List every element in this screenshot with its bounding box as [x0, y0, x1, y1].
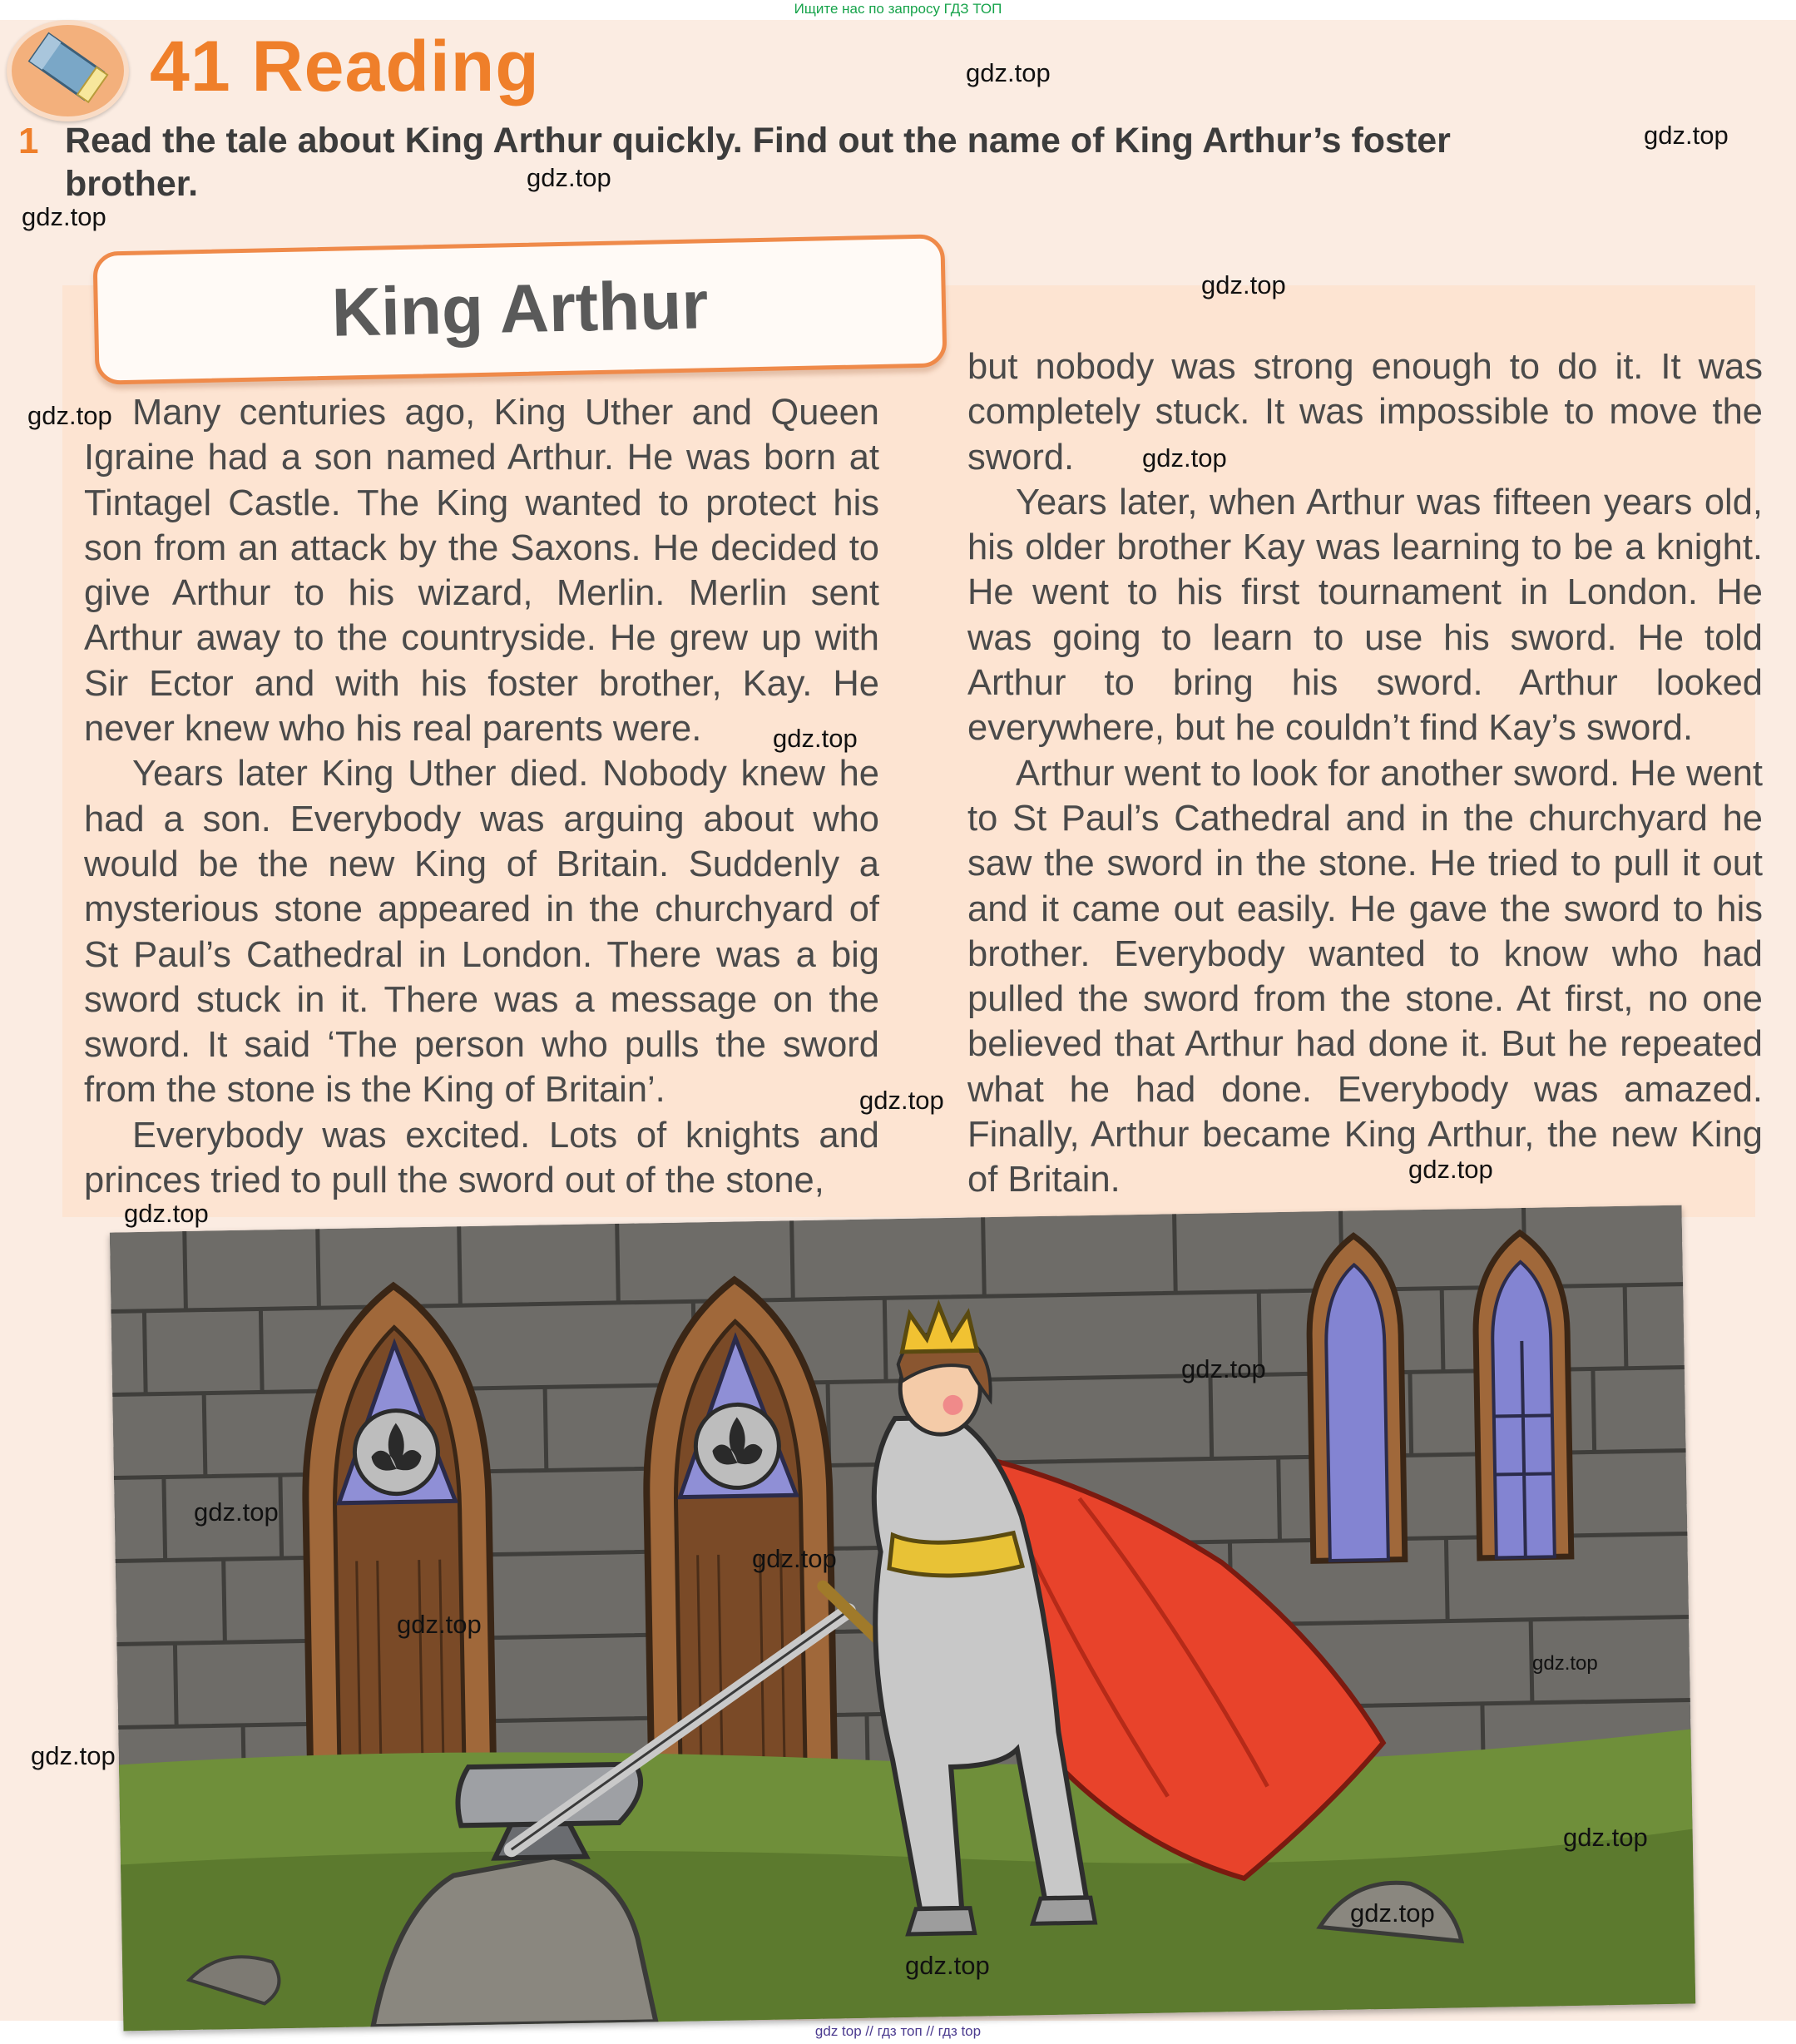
story-title: King Arthur [330, 267, 710, 351]
watermark: gdz.top [31, 1741, 116, 1770]
story-paragraph: Years later King Uther died. Nobody knew he had a son. Everybody was arguing about who would be the new King of Britain. Suddenly a mysterious stone appeared in the churchyard of St Paul’s Cathedral in London. There was a big sword stuck in it. There was a message on the sword. It said ‘The person who pulls the sword from the stone is the King of Britain’. [84, 754, 879, 1111]
story-title-box [92, 234, 947, 384]
story-right-column [967, 344, 1763, 1203]
task-number: 1 [18, 121, 39, 161]
top-promo-note: Ищите нас по запросу ГДЗ ТОП [794, 1, 1002, 17]
story-paragraph: Years later, when Arthur was fifteen years old, his older brother Kay was learning to be a knight. He went to his first tournament in London. He was going to learn to use his sword. He told Arthur to bring his sword. Arthur looked everywhere, but he couldn’t find Kay’s sword. [967, 482, 1763, 749]
watermark: gdz.top [27, 401, 112, 430]
watermark: gdz.top [1532, 1652, 1598, 1675]
story-left-column [84, 390, 879, 1203]
watermark: gdz.top [1563, 1823, 1648, 1852]
illustration-art [110, 1205, 1695, 2032]
story-paragraph: Many centuries ago, King Uther and Queen Igraine had a son named Arthur. He was born at Tintagel Castle. The King wanted to protect his son from an attack by the Saxons. He decided to give Arthur to his wizard, Merlin. Merlin sent Arthur away to the countryside. He grew up with Sir Ector and with his foster brother, Kay. He never knew who his real parents were. [84, 393, 879, 750]
watermark: gdz.top [397, 1610, 482, 1639]
story-paragraph: Arthur went to look for another sword. He went to St Paul’s Cathedral and in the churchyard he saw the sword in the stone. He tried to pull it out and it came out easily. He gave the sword to his brother. Everybody wanted to know who had pulled the sword from the stone. At first, no one believed that Arthur had done it. But he repeated what he had done. Everybody was amazed. Finally, Arthur became King Arthur, the new King of Britain. [967, 753, 1763, 1200]
watermark: gdz.top [1350, 1898, 1435, 1928]
watermark: gdz.top [22, 202, 106, 231]
watermark: gdz.top [1142, 443, 1227, 473]
story-paragraph: Everybody was excited. Lots of knights and princes tried to pull the sword out of the stone, [84, 1115, 879, 1201]
watermark: gdz.top [859, 1086, 944, 1115]
watermark: gdz.top [1408, 1155, 1493, 1184]
watermark: gdz.top [773, 724, 858, 753]
watermark: gdz.top [124, 1199, 209, 1228]
watermark: gdz.top [1181, 1354, 1266, 1383]
watermark: gdz.top [905, 1951, 990, 1980]
sword-in-stone-illustration [110, 1205, 1695, 2032]
watermark: gdz.top [966, 58, 1051, 87]
watermark: gdz.top [752, 1544, 837, 1573]
watermark: gdz.top [1201, 270, 1286, 299]
watermark: gdz.top [194, 1497, 279, 1527]
task-instruction: Read the tale about King Arthur quickly. Find out the name of King Arthur’s foster brother. [65, 121, 1451, 204]
watermark: gdz.top [1644, 121, 1729, 150]
reading-book-icon [7, 20, 129, 121]
story-paragraph: but nobody was strong enough to do it. It was completely stuck. It was impossible to move the sword. [967, 347, 1763, 478]
watermark: gdz.top [527, 163, 611, 192]
bottom-promo-note: gdz top // гдз топ // гдз top [814, 2023, 982, 2039]
unit-title: 41 Reading [150, 27, 540, 106]
